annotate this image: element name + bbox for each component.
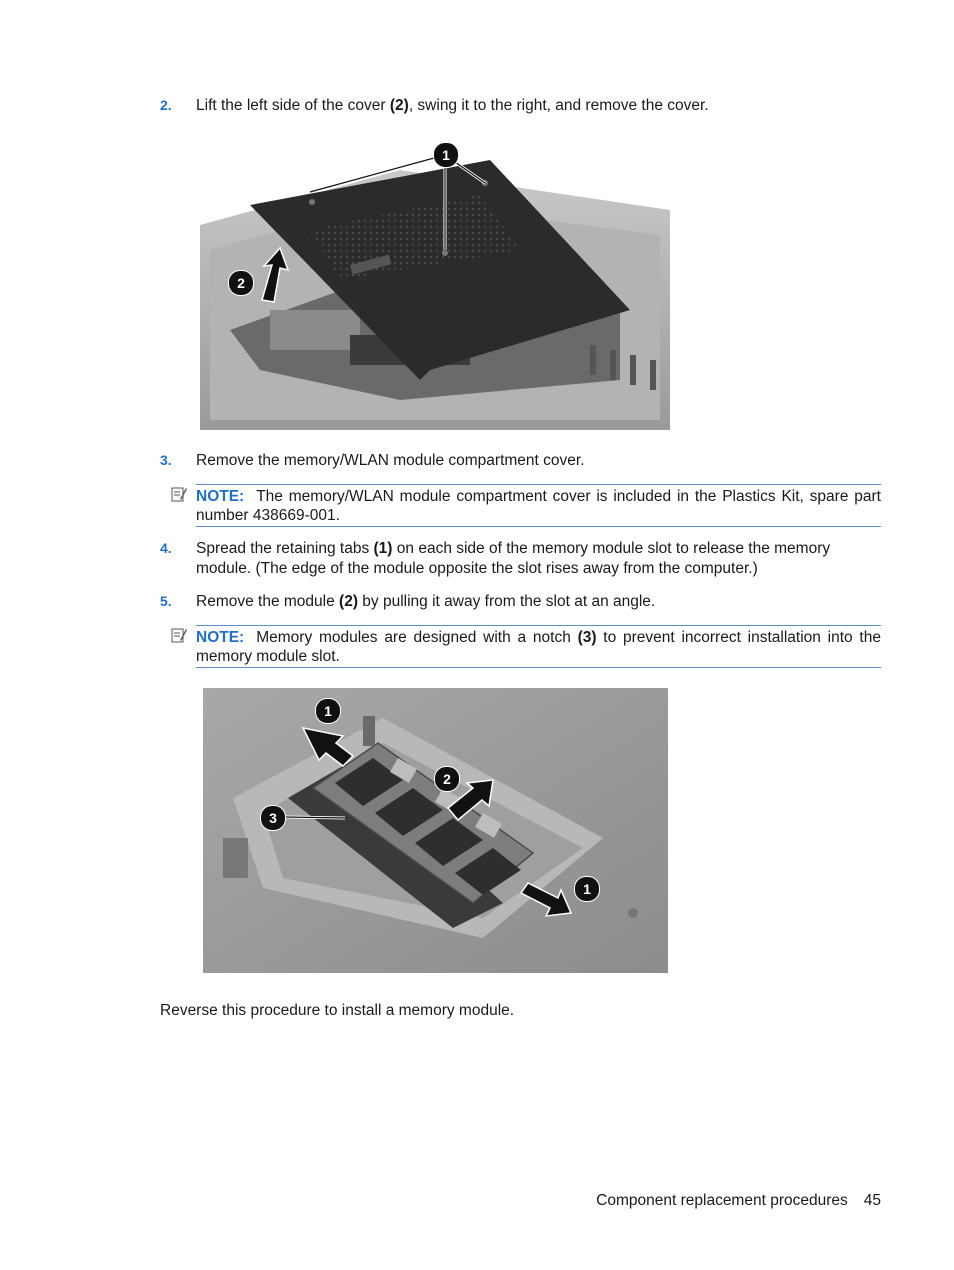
callout-1-badge: 1: [315, 698, 341, 724]
closing-text: Reverse this procedure to install a memory module.: [160, 1002, 515, 1019]
step-4-text: [196, 539, 884, 579]
note-label: NOTE:: [196, 629, 245, 646]
footer-section: Component replacement procedures: [596, 1192, 848, 1209]
step-number: 4.: [160, 540, 172, 556]
step-text-part: on each side of the memory module slot to release the memory module. (The edge of the module opposite the slot rises away from the computer.): [196, 540, 831, 577]
step-5-text: [196, 592, 881, 612]
step-3-text: Remove the memory/WLAN module compartment cover.: [196, 452, 585, 469]
note-memory-notch: [196, 625, 881, 668]
callout-3-badge: 3: [260, 805, 286, 831]
note-text: to prevent incorrect installation into the memory module slot.: [196, 629, 881, 665]
callout-2-badge: 2: [228, 270, 254, 296]
step-number: 3.: [160, 452, 172, 468]
note-label: NOTE:: [196, 488, 245, 505]
step-text-part: by pulling it away from the slot at an angle.: [357, 593, 656, 610]
cover-removal-figure: [200, 140, 670, 430]
step-callout-ref: (2): [389, 97, 409, 114]
step-text-part: Lift the left side of the cover: [196, 97, 390, 114]
note-icon: [171, 486, 187, 503]
step-text-part: Remove the module: [196, 593, 340, 610]
note-icon: [171, 627, 187, 644]
note-text: Memory modules are designed with a notch: [256, 629, 578, 646]
step-callout-ref: (2): [339, 593, 358, 610]
callout-2-badge: 2: [434, 766, 460, 792]
step-number: 5.: [160, 593, 172, 609]
callout-1-badge: 1: [433, 142, 459, 168]
note-plastics-kit: [196, 484, 881, 527]
page-number: 45: [863, 1192, 881, 1209]
step-text-part: Spread the retaining tabs: [196, 540, 374, 557]
note-callout-ref: (3): [577, 629, 597, 646]
step-number: 2.: [160, 97, 172, 113]
page-footer: [596, 1192, 881, 1210]
step-text-part: , swing it to the right, and remove the cover.: [408, 97, 709, 114]
memory-module-figure: [203, 688, 668, 973]
note-text: The memory/WLAN module compartment cover is included in the Plastics Kit, spare part number 438669-001.: [196, 488, 881, 524]
step-callout-ref: (1): [373, 540, 393, 557]
callout-1-badge: 1: [574, 876, 600, 902]
step-2-text: [196, 96, 881, 116]
